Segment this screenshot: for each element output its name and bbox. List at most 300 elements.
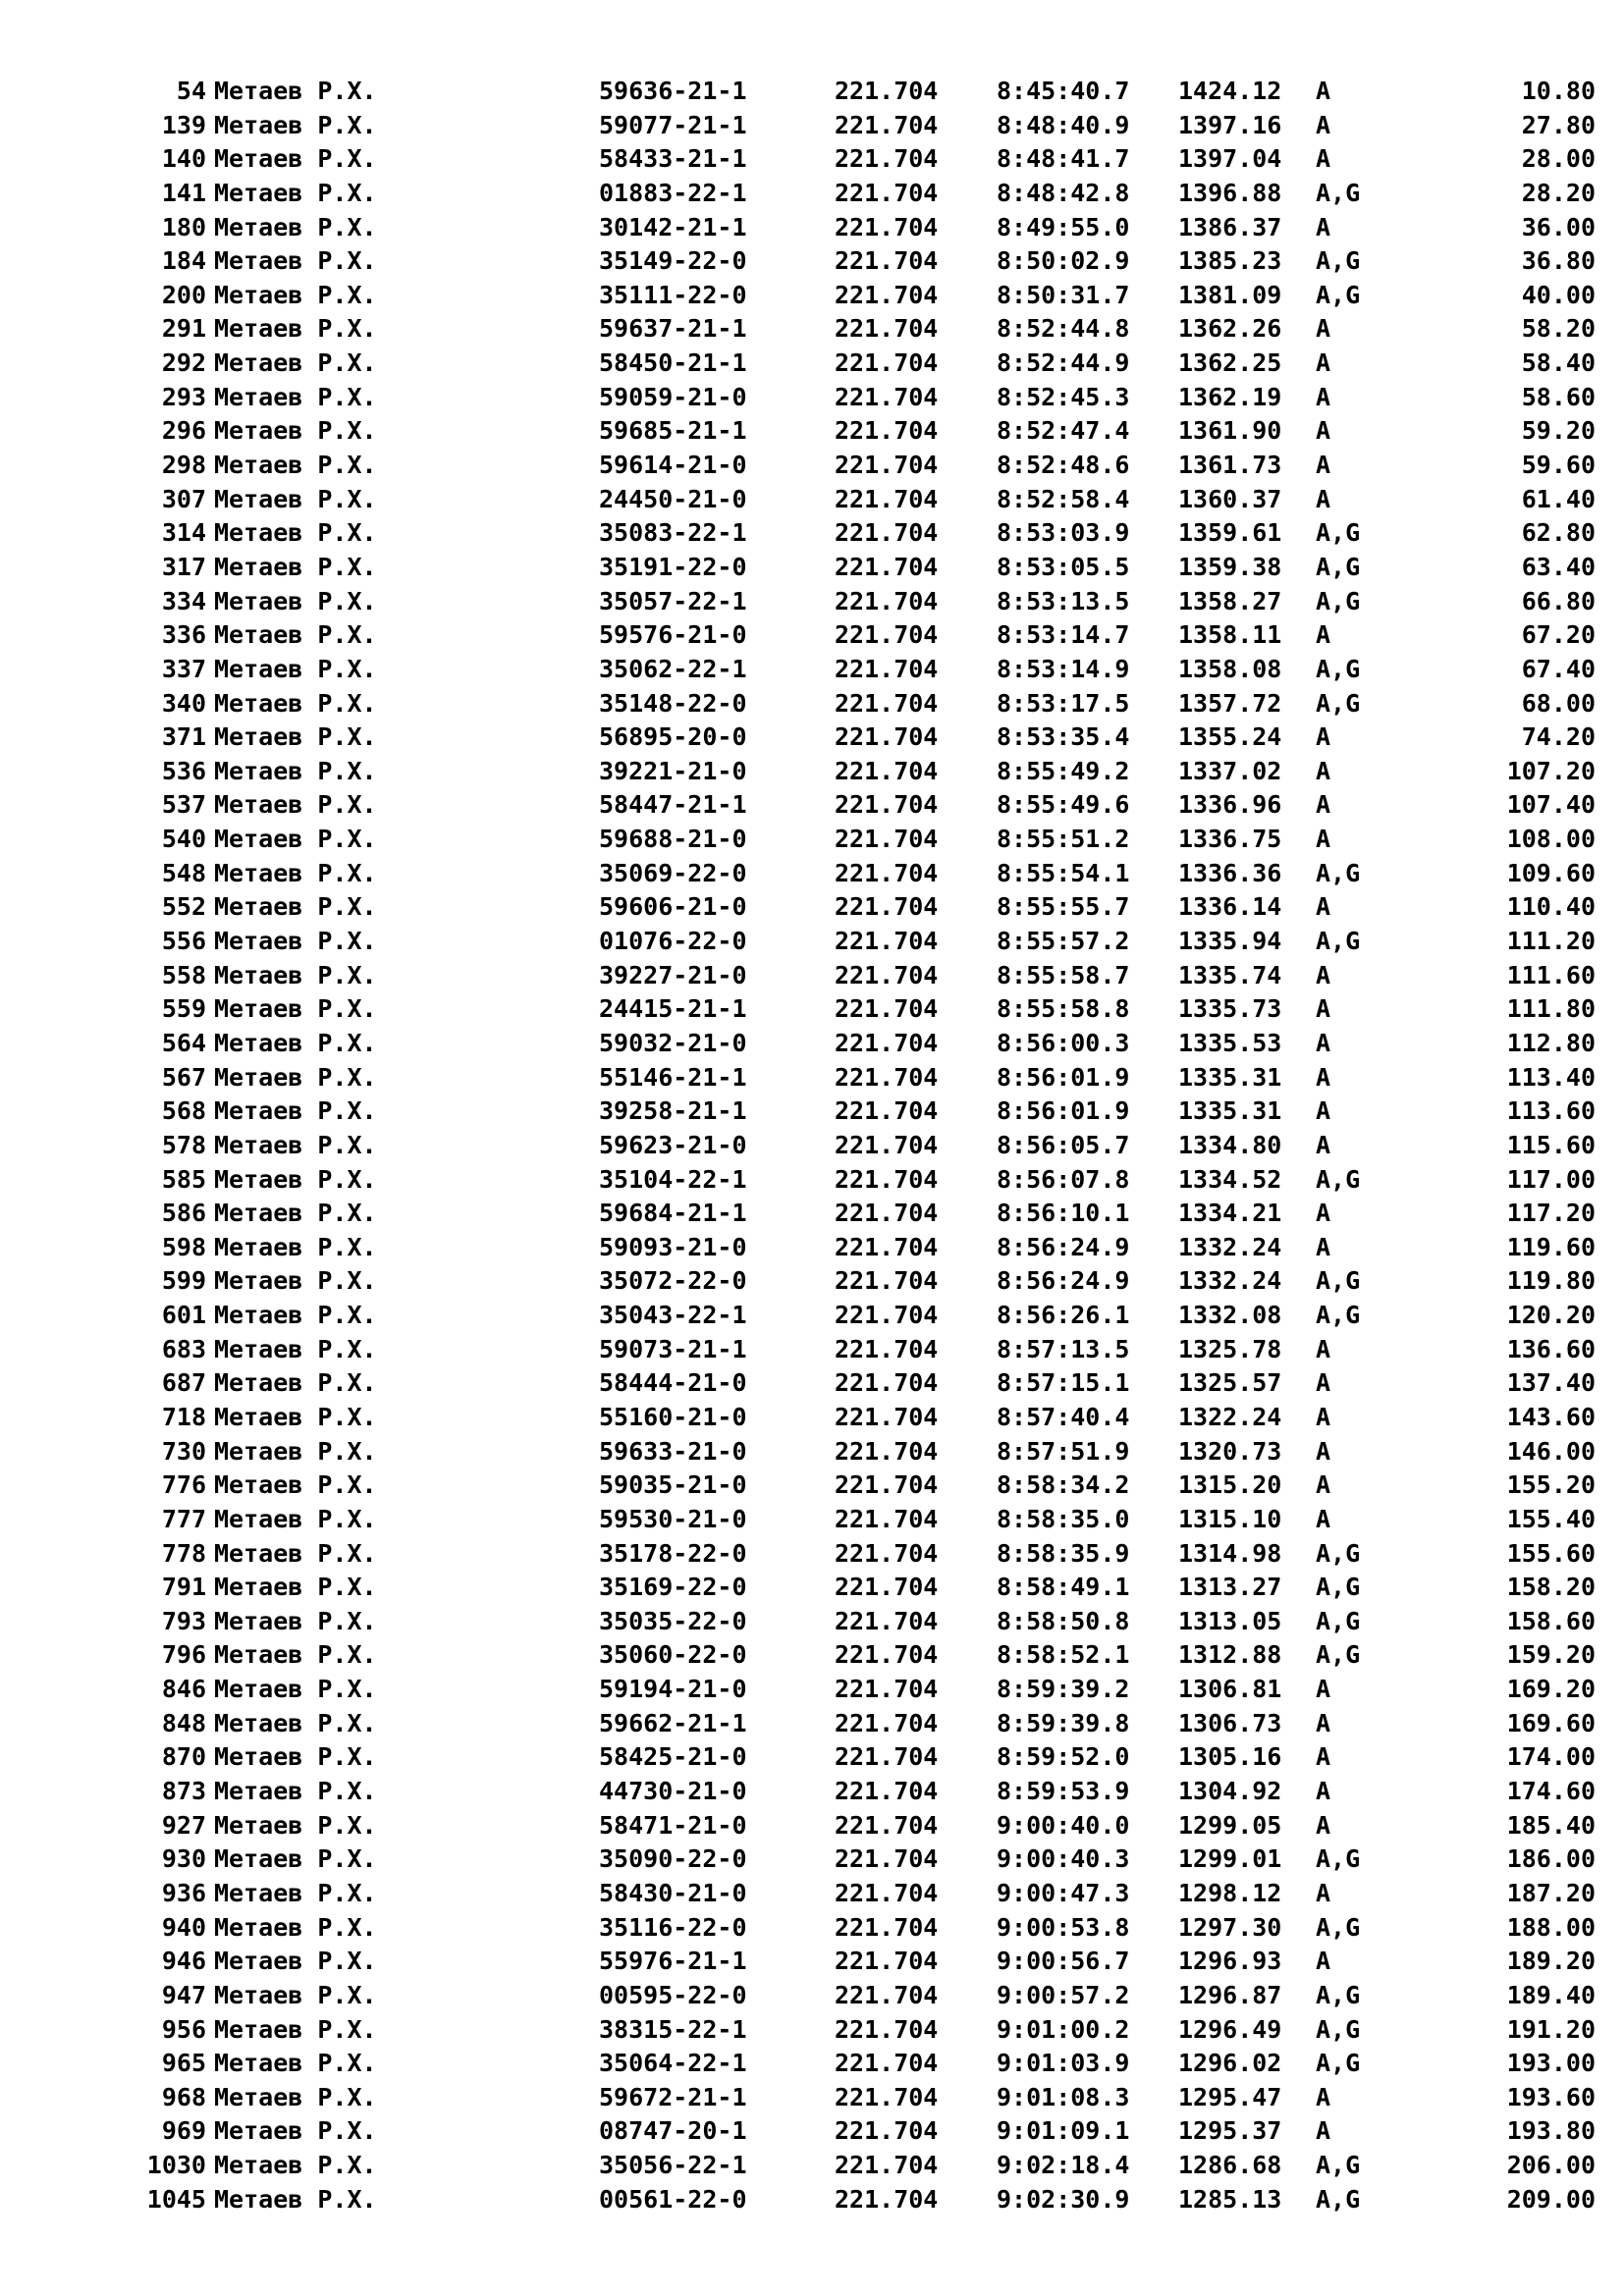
result-row <box>0 721 1624 755</box>
arrival-time-cell: 9:01:08.3 <box>997 2082 1130 2111</box>
place-cell: 601 <box>161 1301 206 1330</box>
name-cell: Метаев Р.Х. <box>214 994 377 1024</box>
speed-cell: 1332.24 <box>1178 1266 1282 1296</box>
speed-cell: 1296.02 <box>1178 2049 1282 2078</box>
result-row <box>0 1605 1624 1639</box>
name-cell: Метаев Р.Х. <box>214 451 377 480</box>
arrival-time-cell: 8:55:49.6 <box>997 790 1130 820</box>
name-cell: Метаев Р.Х. <box>214 654 377 683</box>
distance-cell: 221.704 <box>835 1199 939 1228</box>
name-cell: Метаев Р.Х. <box>214 1742 377 1772</box>
flag-cell: A <box>1316 1199 1331 1228</box>
distance-cell: 221.704 <box>835 654 939 683</box>
flag-cell: A,G <box>1316 586 1361 615</box>
place-cell: 586 <box>161 1199 206 1228</box>
place-cell: 564 <box>161 1028 206 1057</box>
speed-cell: 1336.96 <box>1178 790 1282 820</box>
distance-cell: 221.704 <box>835 1301 939 1330</box>
arrival-time-cell: 8:53:13.5 <box>997 586 1130 615</box>
flag-cell: A,G <box>1316 1912 1361 1942</box>
ring-number-cell: 08747-20-1 <box>599 2116 747 2146</box>
name-cell: Метаев Р.Х. <box>214 1777 377 1806</box>
result-row <box>0 1027 1624 1061</box>
distance-cell: 221.704 <box>835 2082 939 2111</box>
name-cell: Метаев Р.Х. <box>214 314 377 344</box>
ring-number-cell: 01883-22-1 <box>599 178 747 207</box>
result-row <box>0 109 1624 143</box>
arrival-time-cell: 8:59:39.2 <box>997 1675 1130 1704</box>
arrival-time-cell: 9:01:09.1 <box>997 2116 1130 2146</box>
score-cell: 36.00 <box>1521 212 1596 241</box>
flag-cell: A <box>1316 484 1331 513</box>
result-row <box>0 1707 1624 1741</box>
name-cell: Метаев Р.Х. <box>214 280 377 309</box>
speed-cell: 1325.78 <box>1178 1334 1282 1363</box>
arrival-time-cell: 8:48:41.7 <box>997 144 1130 174</box>
name-cell: Метаев Р.Х. <box>214 1947 377 1976</box>
flag-cell: A,G <box>1316 1844 1361 1874</box>
speed-cell: 1335.53 <box>1178 1028 1282 1057</box>
flag-cell: A <box>1316 2082 1331 2111</box>
distance-cell: 221.704 <box>835 1538 939 1568</box>
score-cell: 117.20 <box>1506 1199 1596 1228</box>
speed-cell: 1335.31 <box>1178 1096 1282 1126</box>
ring-number-cell: 35057-22-1 <box>599 586 747 615</box>
place-cell: 180 <box>161 212 206 241</box>
place-cell: 598 <box>161 1232 206 1261</box>
arrival-time-cell: 8:58:52.1 <box>997 1640 1130 1670</box>
distance-cell: 221.704 <box>835 518 939 548</box>
arrival-time-cell: 8:53:03.9 <box>997 518 1130 548</box>
result-row <box>0 312 1624 347</box>
arrival-time-cell: 8:58:34.2 <box>997 1470 1130 1500</box>
name-cell: Метаев Р.Х. <box>214 1164 377 1194</box>
flag-cell: A <box>1316 1368 1331 1398</box>
result-row <box>0 2047 1624 2081</box>
name-cell: Метаев Р.Х. <box>214 586 377 615</box>
flag-cell: A,G <box>1316 178 1361 207</box>
name-cell: Метаев Р.Х. <box>214 756 377 785</box>
distance-cell: 221.704 <box>835 858 939 887</box>
flag-cell: A,G <box>1316 688 1361 718</box>
ring-number-cell: 59636-21-1 <box>599 77 747 105</box>
score-cell: 193.00 <box>1506 2049 1596 2078</box>
speed-cell: 1306.73 <box>1178 1708 1282 1737</box>
flag-cell: A <box>1316 1402 1331 1431</box>
ring-number-cell: 59685-21-1 <box>599 416 747 446</box>
place-cell: 687 <box>161 1368 206 1398</box>
distance-cell: 221.704 <box>835 1606 939 1635</box>
speed-cell: 1397.04 <box>1178 144 1282 174</box>
place-cell: 796 <box>161 1640 206 1670</box>
flag-cell: A <box>1316 620 1331 650</box>
score-cell: 146.00 <box>1506 1436 1596 1466</box>
speed-cell: 1359.61 <box>1178 518 1282 548</box>
score-cell: 188.00 <box>1506 1912 1596 1942</box>
name-cell: Метаев Р.Х. <box>214 416 377 446</box>
score-cell: 59.20 <box>1521 416 1596 446</box>
name-cell: Метаев Р.Х. <box>214 858 377 887</box>
ring-number-cell: 35169-22-0 <box>599 1573 747 1602</box>
score-cell: 187.20 <box>1506 1878 1596 1907</box>
arrival-time-cell: 8:53:17.5 <box>997 688 1130 718</box>
ring-number-cell: 35149-22-0 <box>599 246 747 276</box>
speed-cell: 1332.24 <box>1178 1232 1282 1261</box>
distance-cell: 221.704 <box>835 77 939 105</box>
place-cell: 140 <box>161 144 206 174</box>
score-cell: 119.60 <box>1506 1232 1596 1261</box>
place-cell: 334 <box>161 586 206 615</box>
name-cell: Метаев Р.Х. <box>214 1810 377 1840</box>
flag-cell: A <box>1316 2116 1331 2146</box>
flag-cell: A,G <box>1316 1164 1361 1194</box>
result-row <box>0 618 1624 653</box>
flag-cell: A <box>1316 348 1331 378</box>
place-cell: 559 <box>161 994 206 1024</box>
distance-cell: 221.704 <box>835 484 939 513</box>
name-cell: Метаев Р.Х. <box>214 1912 377 1942</box>
distance-cell: 221.704 <box>835 1777 939 1806</box>
flag-cell: A <box>1316 1436 1331 1466</box>
name-cell: Метаев Р.Х. <box>214 178 377 207</box>
name-cell: Метаев Р.Х. <box>214 2116 377 2146</box>
result-row <box>0 1877 1624 1911</box>
speed-cell: 1299.01 <box>1178 1844 1282 1874</box>
ring-number-cell: 00595-22-0 <box>599 1980 747 2009</box>
result-row <box>0 1061 1624 1095</box>
distance-cell: 221.704 <box>835 1232 939 1261</box>
distance-cell: 221.704 <box>835 144 939 174</box>
result-row <box>0 1197 1624 1231</box>
flag-cell: A,G <box>1316 552 1361 581</box>
distance-cell: 221.704 <box>835 1130 939 1159</box>
arrival-time-cell: 8:58:49.1 <box>997 1573 1130 1602</box>
speed-cell: 1285.13 <box>1178 2184 1282 2214</box>
name-cell: Метаев Р.Х. <box>214 1062 377 1092</box>
place-cell: 1045 <box>146 2184 206 2214</box>
result-row <box>0 585 1624 619</box>
place-cell: 930 <box>161 1844 206 1874</box>
result-row <box>0 1842 1624 1877</box>
arrival-time-cell: 8:58:35.9 <box>997 1538 1130 1568</box>
flag-cell: A,G <box>1316 1301 1361 1330</box>
score-cell: 58.60 <box>1521 382 1596 411</box>
arrival-time-cell: 8:55:49.2 <box>997 756 1130 785</box>
result-row <box>0 1638 1624 1673</box>
flag-cell: A,G <box>1316 654 1361 683</box>
name-cell: Метаев Р.Х. <box>214 1368 377 1398</box>
name-cell: Метаев Р.Х. <box>214 1606 377 1635</box>
distance-cell: 221.704 <box>835 1844 939 1874</box>
speed-cell: 1320.73 <box>1178 1436 1282 1466</box>
name-cell: Метаев Р.Х. <box>214 246 377 276</box>
score-cell: 136.60 <box>1506 1334 1596 1363</box>
speed-cell: 1295.37 <box>1178 2116 1282 2146</box>
flag-cell: A,G <box>1316 2014 1361 2044</box>
result-row <box>0 279 1624 313</box>
arrival-time-cell: 9:00:47.3 <box>997 1878 1130 1907</box>
arrival-time-cell: 8:56:10.1 <box>997 1199 1130 1228</box>
score-cell: 58.20 <box>1521 314 1596 344</box>
flag-cell: A <box>1316 382 1331 411</box>
score-cell: 28.00 <box>1521 144 1596 174</box>
place-cell: 337 <box>161 654 206 683</box>
distance-cell: 221.704 <box>835 416 939 446</box>
score-cell: 119.80 <box>1506 1266 1596 1296</box>
name-cell: Метаев Р.Х. <box>214 1504 377 1533</box>
score-cell: 143.60 <box>1506 1402 1596 1431</box>
place-cell: 296 <box>161 416 206 446</box>
speed-cell: 1386.37 <box>1178 212 1282 241</box>
speed-cell: 1385.23 <box>1178 246 1282 276</box>
flag-cell: A,G <box>1316 1980 1361 2009</box>
distance-cell: 221.704 <box>835 1573 939 1602</box>
result-row <box>0 1163 1624 1198</box>
name-cell: Метаев Р.Х. <box>214 484 377 513</box>
arrival-time-cell: 9:00:57.2 <box>997 1980 1130 2009</box>
ring-number-cell: 24450-21-0 <box>599 484 747 513</box>
speed-cell: 1334.80 <box>1178 1130 1282 1159</box>
flag-cell: A <box>1316 1777 1331 1806</box>
distance-cell: 221.704 <box>835 2049 939 2078</box>
score-cell: 120.20 <box>1506 1301 1596 1330</box>
score-cell: 159.20 <box>1506 1640 1596 1670</box>
name-cell: Метаев Р.Х. <box>214 2014 377 2044</box>
place-cell: 298 <box>161 451 206 480</box>
place-cell: 536 <box>161 756 206 785</box>
score-cell: 137.40 <box>1506 1368 1596 1398</box>
result-row <box>0 857 1624 891</box>
place-cell: 965 <box>161 2049 206 2078</box>
arrival-time-cell: 9:00:40.3 <box>997 1844 1130 1874</box>
result-row <box>0 1979 1624 2013</box>
ring-number-cell: 01076-22-0 <box>599 927 747 956</box>
speed-cell: 1335.94 <box>1178 927 1282 956</box>
speed-cell: 1315.10 <box>1178 1504 1282 1533</box>
flag-cell: A <box>1316 1708 1331 1737</box>
result-row <box>0 1264 1624 1299</box>
score-cell: 193.60 <box>1506 2082 1596 2111</box>
ring-number-cell: 24415-21-1 <box>599 994 747 1024</box>
name-cell: Метаев Р.Х. <box>214 1980 377 2009</box>
speed-cell: 1296.49 <box>1178 2014 1282 2044</box>
ring-number-cell: 55146-21-1 <box>599 1062 747 1092</box>
flag-cell: A <box>1316 756 1331 785</box>
distance-cell: 221.704 <box>835 2116 939 2146</box>
name-cell: Метаев Р.Х. <box>214 1436 377 1466</box>
arrival-time-cell: 8:52:48.6 <box>997 451 1130 480</box>
distance-cell: 221.704 <box>835 1164 939 1194</box>
flag-cell: A,G <box>1316 246 1361 276</box>
ring-number-cell: 35178-22-0 <box>599 1538 747 1568</box>
name-cell: Метаев Р.Х. <box>214 1470 377 1500</box>
speed-cell: 1361.90 <box>1178 416 1282 446</box>
arrival-time-cell: 8:56:01.9 <box>997 1096 1130 1126</box>
ring-number-cell: 59606-21-0 <box>599 892 747 922</box>
distance-cell: 221.704 <box>835 620 939 650</box>
speed-cell: 1286.68 <box>1178 2151 1282 2180</box>
arrival-time-cell: 8:59:52.0 <box>997 1742 1130 1772</box>
distance-cell: 221.704 <box>835 1266 939 1296</box>
name-cell: Метаев Р.Х. <box>214 1301 377 1330</box>
speed-cell: 1336.36 <box>1178 858 1282 887</box>
flag-cell: A <box>1316 1232 1331 1261</box>
result-row <box>0 2183 1624 2217</box>
place-cell: 776 <box>161 1470 206 1500</box>
result-row <box>0 1571 1624 1605</box>
distance-cell: 221.704 <box>835 1062 939 1092</box>
place-cell: 927 <box>161 1810 206 1840</box>
place-cell: 552 <box>161 892 206 922</box>
arrival-time-cell: 8:52:47.4 <box>997 416 1130 446</box>
distance-cell: 221.704 <box>835 688 939 718</box>
name-cell: Метаев Р.Х. <box>214 110 377 139</box>
name-cell: Метаев Р.Х. <box>214 1266 377 1296</box>
arrival-time-cell: 8:58:35.0 <box>997 1504 1130 1533</box>
speed-cell: 1359.38 <box>1178 552 1282 581</box>
place-cell: 730 <box>161 1436 206 1466</box>
result-row <box>0 1945 1624 1979</box>
speed-cell: 1296.93 <box>1178 1947 1282 1976</box>
ring-number-cell: 35083-22-1 <box>599 518 747 548</box>
distance-cell: 221.704 <box>835 348 939 378</box>
result-row <box>0 687 1624 721</box>
ring-number-cell: 59684-21-1 <box>599 1199 747 1228</box>
name-cell: Метаев Р.Х. <box>214 1130 377 1159</box>
arrival-time-cell: 8:48:42.8 <box>997 178 1130 207</box>
distance-cell: 221.704 <box>835 790 939 820</box>
place-cell: 336 <box>161 620 206 650</box>
ring-number-cell: 39258-21-1 <box>599 1096 747 1126</box>
arrival-time-cell: 8:55:58.7 <box>997 960 1130 989</box>
flag-cell: A <box>1316 1675 1331 1704</box>
result-row <box>0 347 1624 381</box>
ring-number-cell: 35148-22-0 <box>599 688 747 718</box>
arrival-time-cell: 9:01:03.9 <box>997 2049 1130 2078</box>
ring-number-cell: 59614-21-0 <box>599 451 747 480</box>
name-cell: Метаев Р.Х. <box>214 1028 377 1057</box>
flag-cell: A <box>1316 1504 1331 1533</box>
distance-cell: 221.704 <box>835 1810 939 1840</box>
distance-cell: 221.704 <box>835 1675 939 1704</box>
score-cell: 189.40 <box>1506 1980 1596 2009</box>
place-cell: 956 <box>161 2014 206 2044</box>
name-cell: Метаев Р.Х. <box>214 2049 377 2078</box>
ring-number-cell: 59032-21-0 <box>599 1028 747 1057</box>
name-cell: Метаев Р.Х. <box>214 552 377 581</box>
distance-cell: 221.704 <box>835 1504 939 1533</box>
name-cell: Метаев Р.Х. <box>214 825 377 854</box>
ring-number-cell: 35043-22-1 <box>599 1301 747 1330</box>
place-cell: 314 <box>161 518 206 548</box>
ring-number-cell: 59662-21-1 <box>599 1708 747 1737</box>
place-cell: 293 <box>161 382 206 411</box>
result-row <box>0 1503 1624 1537</box>
name-cell: Метаев Р.Х. <box>214 2184 377 2214</box>
distance-cell: 221.704 <box>835 2184 939 2214</box>
score-cell: 113.60 <box>1506 1096 1596 1126</box>
speed-cell: 1306.81 <box>1178 1675 1282 1704</box>
name-cell: Метаев Р.Х. <box>214 688 377 718</box>
distance-cell: 221.704 <box>835 280 939 309</box>
place-cell: 141 <box>161 178 206 207</box>
score-cell: 186.00 <box>1506 1844 1596 1874</box>
ring-number-cell: 59093-21-0 <box>599 1232 747 1261</box>
flag-cell: A <box>1316 212 1331 241</box>
ring-number-cell: 35064-22-1 <box>599 2049 747 2078</box>
flag-cell: A <box>1316 1028 1331 1057</box>
ring-number-cell: 35035-22-0 <box>599 1606 747 1635</box>
flag-cell: A <box>1316 1096 1331 1126</box>
arrival-time-cell: 8:56:01.9 <box>997 1062 1130 1092</box>
speed-cell: 1336.14 <box>1178 892 1282 922</box>
flag-cell: A <box>1316 1470 1331 1500</box>
name-cell: Метаев Р.Х. <box>214 518 377 548</box>
flag-cell: A <box>1316 825 1331 854</box>
name-cell: Метаев Р.Х. <box>214 960 377 989</box>
arrival-time-cell: 8:57:13.5 <box>997 1334 1130 1363</box>
ring-number-cell: 35056-22-1 <box>599 2151 747 2180</box>
result-row <box>0 244 1624 279</box>
arrival-time-cell: 8:57:40.4 <box>997 1402 1130 1431</box>
place-cell: 846 <box>161 1675 206 1704</box>
flag-cell: A,G <box>1316 2151 1361 2180</box>
score-cell: 158.20 <box>1506 1573 1596 1602</box>
name-cell: Метаев Р.Х. <box>214 620 377 650</box>
place-cell: 292 <box>161 348 206 378</box>
arrival-time-cell: 8:52:58.4 <box>997 484 1130 513</box>
flag-cell: A,G <box>1316 858 1361 887</box>
place-cell: 568 <box>161 1096 206 1126</box>
flag-cell: A,G <box>1316 1266 1361 1296</box>
score-cell: 111.20 <box>1506 927 1596 956</box>
ring-number-cell: 00561-22-0 <box>599 2184 747 2214</box>
name-cell: Метаев Р.Х. <box>214 2151 377 2180</box>
score-cell: 74.20 <box>1521 722 1596 752</box>
ring-number-cell: 59633-21-0 <box>599 1436 747 1466</box>
flag-cell: A,G <box>1316 518 1361 548</box>
flag-cell: A <box>1316 77 1331 105</box>
place-cell: 848 <box>161 1708 206 1737</box>
score-cell: 27.80 <box>1521 110 1596 139</box>
ring-number-cell: 59194-21-0 <box>599 1675 747 1704</box>
speed-cell: 1336.75 <box>1178 825 1282 854</box>
arrival-time-cell: 8:55:55.7 <box>997 892 1130 922</box>
score-cell: 112.80 <box>1506 1028 1596 1057</box>
result-row <box>0 1673 1624 1707</box>
ring-number-cell: 59637-21-1 <box>599 314 747 344</box>
score-cell: 63.40 <box>1521 552 1596 581</box>
name-cell: Метаев Р.Х. <box>214 1708 377 1737</box>
speed-cell: 1335.31 <box>1178 1062 1282 1092</box>
result-row <box>0 755 1624 789</box>
place-cell: 340 <box>161 688 206 718</box>
result-row <box>0 959 1624 993</box>
distance-cell: 221.704 <box>835 1334 939 1363</box>
speed-cell: 1358.08 <box>1178 654 1282 683</box>
arrival-time-cell: 8:52:44.8 <box>997 314 1130 344</box>
result-row <box>0 1775 1624 1809</box>
place-cell: 968 <box>161 2082 206 2111</box>
ring-number-cell: 59035-21-0 <box>599 1470 747 1500</box>
result-row <box>0 2081 1624 2115</box>
name-cell: Метаев Р.Х. <box>214 722 377 752</box>
ring-number-cell: 58444-21-0 <box>599 1368 747 1398</box>
flag-cell: A <box>1316 314 1331 344</box>
place-cell: 307 <box>161 484 206 513</box>
place-cell: 537 <box>161 790 206 820</box>
result-row <box>0 1366 1624 1401</box>
